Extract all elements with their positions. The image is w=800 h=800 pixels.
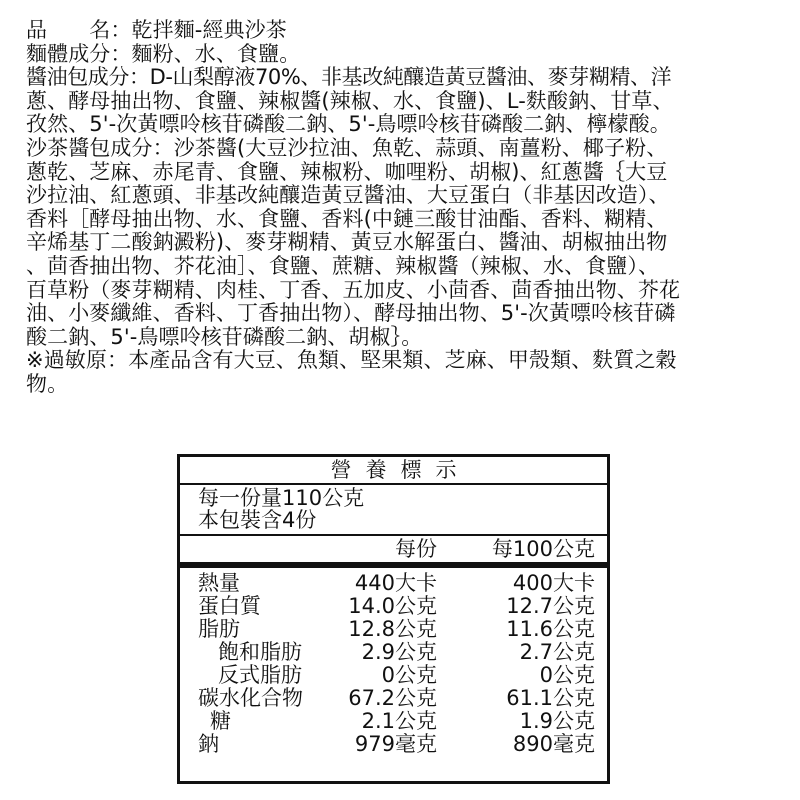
per-serving-value: 440大卡 [354, 571, 437, 595]
nutrition-row-sugar [180, 710, 607, 733]
per-serving-value: 2.9公克 [361, 640, 437, 664]
satay-sauce-ingredients-line-3: 沙拉油、紅蔥頭、非基改純釀造黃豆醬油、大豆蛋白（非基因改造）、 [26, 183, 670, 208]
per-100g-value: 400大卡 [512, 571, 595, 595]
satay-sauce-ingredients-line-5: 辛烯基丁二酸鈉澱粉)、麥芽糊精、黃豆水解蛋白、醬油、胡椒抽出物 [26, 230, 668, 255]
per-100g-value: 61.1公克 [506, 686, 595, 710]
nutrition-column-header [180, 534, 607, 568]
per-serving-value: 14.0公克 [348, 594, 437, 618]
nutrition-title: 營養標示 [180, 457, 607, 485]
nutrient-label: 碳水化合物 [198, 686, 303, 710]
soy-sauce-ingredients-line-2: 蔥、酵母抽出物、食鹽、辣椒醬(辣椒、水、食鹽)、L-麩酸鈉、甘草、 [26, 88, 674, 113]
nutrient-label: 飽和脂肪 [218, 640, 302, 664]
satay-sauce-ingredients-line-1: 沙茶醬包成分：沙茶醬(大豆沙拉油、魚乾、蒜頭、南薑粉、椰子粉、 [26, 135, 668, 160]
nutrient-label: 蛋白質 [198, 594, 261, 618]
satay-sauce-ingredients-line-9: 酸二鈉、5'-鳥嘌呤核苷磷酸二鈉、胡椒｝。 [26, 324, 423, 349]
nutrition-row-saturated-fat [180, 641, 607, 664]
per-100g-value: 890毫克 [512, 732, 595, 756]
satay-sauce-ingredients-line-7: 百草粉（麥芽糊精、肉桂、丁香、五加皮、小茴香、茴香抽出物、芥花 [26, 277, 681, 302]
nutrient-label: 反式脂肪 [218, 663, 302, 687]
nutrition-row-calories [180, 572, 607, 595]
nutrition-row-fat [180, 618, 607, 641]
satay-sauce-ingredients-line-8: 油、小麥纖維、香料、丁香抽出物）、酵母抽出物、5'-次黃嘌呤核苷磷 [26, 301, 676, 326]
product-name-line: 品 名：乾拌麵-經典沙茶 [26, 18, 287, 42]
per-serving-value: 2.1公克 [361, 709, 437, 733]
nutrition-rows [180, 568, 607, 756]
nutrient-label: 鈉 [198, 732, 219, 756]
nutrition-facts-table [177, 454, 610, 784]
nutrient-label: 熱量 [198, 571, 240, 595]
per-100g-value: 0公克 [539, 663, 595, 687]
allergen-line-2: 物。 [26, 371, 69, 396]
per-100g-value: 2.7公克 [519, 640, 595, 664]
ingredients-text [26, 19, 786, 397]
nutrient-label: 糖 [210, 709, 231, 733]
per-serving-value: 12.8公克 [348, 617, 437, 641]
soy-sauce-ingredients-line-1: 醬油包成分：D-山梨醇液70%、非基改純釀造黃豆醬油、麥芽糊精、洋 [26, 65, 672, 90]
nutrition-row-trans-fat [180, 664, 607, 687]
per-100g-value: 11.6公克 [506, 617, 595, 641]
allergen-line-1: ※過敏原：本產品含有大豆、魚類、堅果類、芝麻、甲殼類、麩質之穀 [26, 348, 677, 373]
noodle-ingredients-line: 麵體成分：麵粉、水、食鹽。 [26, 41, 301, 66]
column-per-100g: 每100公克 [491, 537, 595, 561]
per-serving-value: 67.2公克 [348, 686, 437, 710]
satay-sauce-ingredients-line-6: 、茴香抽出物、芥花油］、食鹽、蔗糖、辣椒醬（辣椒、水、食鹽）、 [26, 253, 660, 278]
servings-per-package: 本包裝含4份 [198, 508, 317, 532]
per-100g-value: 12.7公克 [506, 594, 595, 618]
satay-sauce-ingredients-line-4: 香料［酵母抽出物、水、食鹽、香料(中鏈三酸甘油酯、香料、糊精、 [26, 206, 668, 231]
per-serving-value: 0公克 [381, 663, 437, 687]
nutrition-row-protein [180, 595, 607, 618]
soy-sauce-ingredients-line-3: 孜然、5'-次黃嘌呤核苷磷酸二鈉、5'-鳥嘌呤核苷磷酸二鈉、檸檬酸。 [26, 112, 671, 137]
nutrition-row-carbohydrate [180, 687, 607, 710]
serving-size: 每一份量110公克 [198, 486, 365, 510]
per-serving-value: 979毫克 [354, 732, 437, 756]
nutrition-row-sodium [180, 733, 607, 756]
column-per-serving: 每份 [395, 537, 437, 561]
nutrient-label: 脂肪 [198, 617, 240, 641]
satay-sauce-ingredients-line-2: 蔥乾、芝麻、赤尾青、食鹽、辣椒粉、咖哩粉、胡椒)、紅蔥醬｛大豆 [26, 159, 668, 184]
per-100g-value: 1.9公克 [519, 709, 595, 733]
